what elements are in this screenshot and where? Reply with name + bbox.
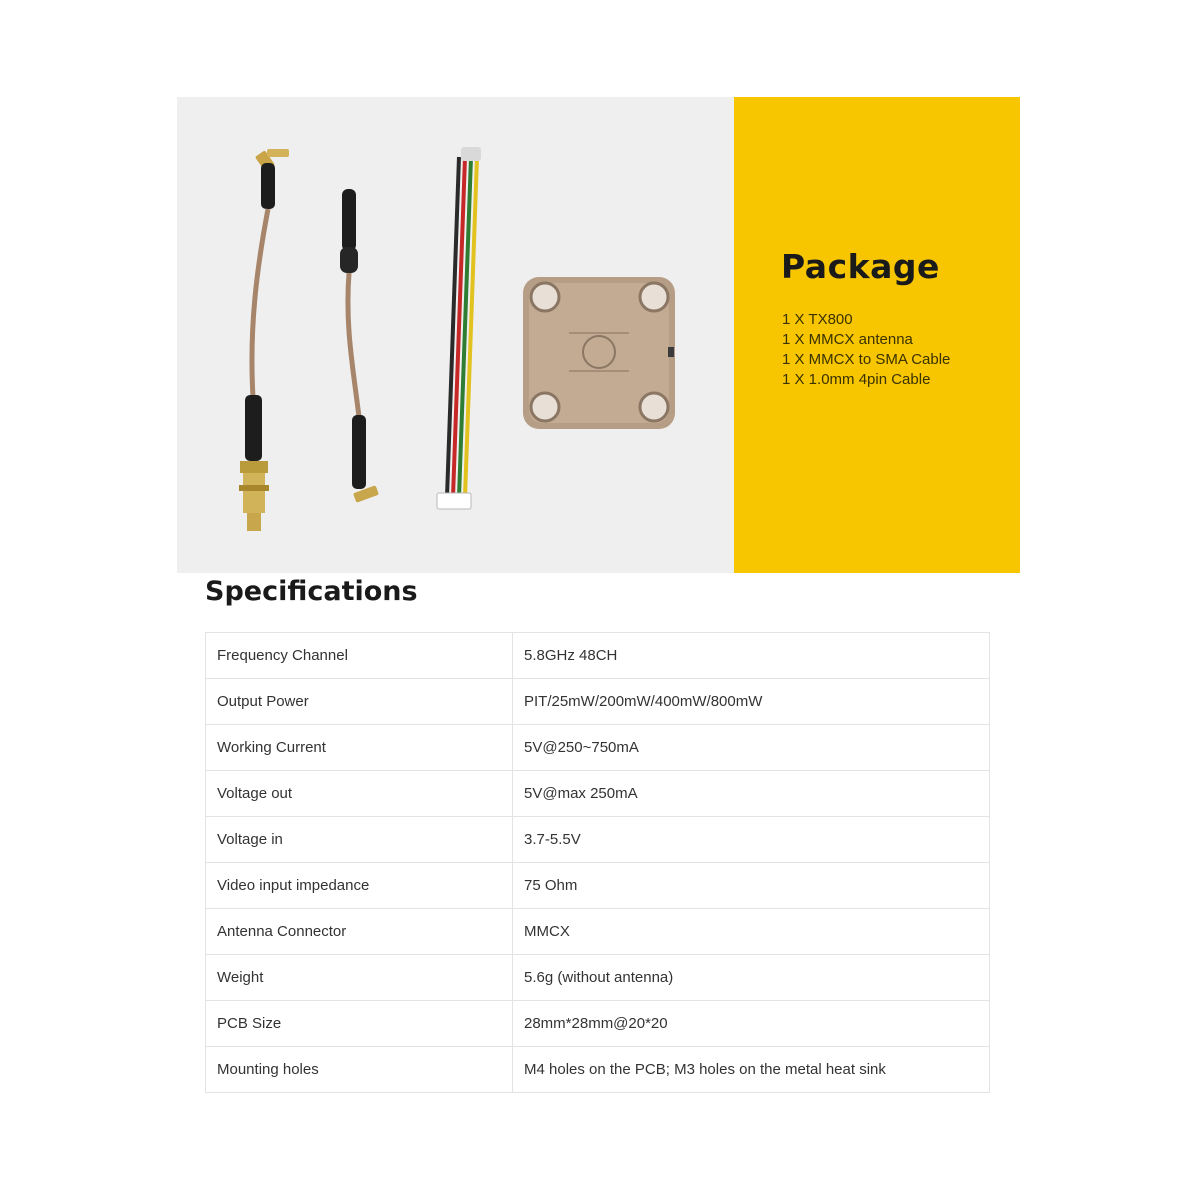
table-row [206,817,990,863]
spec-value: M4 holes on the PCB; M3 holes on the metal heat sink [513,1047,990,1093]
table-row [206,771,990,817]
specifications-title: Specifications [205,576,418,607]
spec-label: PCB Size [206,1001,513,1047]
spec-label: Voltage in [206,817,513,863]
4pin-cable-image [437,147,481,509]
mmcx-to-sma-cable-image [239,149,289,531]
spec-label: Output Power [206,679,513,725]
spec-label: Working Current [206,725,513,771]
table-row [206,1047,990,1093]
spec-label: Weight [206,955,513,1001]
table-row [206,679,990,725]
package-list [782,310,950,390]
spec-value: 28mm*28mm@20*20 [513,1001,990,1047]
spec-label: Frequency Channel [206,633,513,679]
table-row [206,909,990,955]
spec-label: Voltage out [206,771,513,817]
package-title: Package [781,247,940,286]
table-row [206,633,990,679]
table-row [206,955,990,1001]
spec-label: Video input impedance [206,863,513,909]
package-item: 1 X MMCX antenna [782,331,913,348]
spec-value: 75 Ohm [513,863,990,909]
package-item: 1 X 1.0mm 4pin Cable [782,371,931,388]
spec-value: 5V@max 250mA [513,771,990,817]
spec-label: Mounting holes [206,1047,513,1093]
product-photo [177,97,734,573]
table-row [206,863,990,909]
package-item: 1 X MMCX to SMA Cable [782,351,951,368]
spec-label: Antenna Connector [206,909,513,955]
spec-value: 5.8GHz 48CH [513,633,990,679]
package-panel [734,97,1020,573]
spec-value: 3.7-5.5V [513,817,990,863]
spec-value: MMCX [513,909,990,955]
spec-value: PIT/25mW/200mW/400mW/800mW [513,679,990,725]
tx800-board-image [523,277,675,429]
mmcx-antenna-image [340,189,379,503]
spec-value: 5.6g (without antenna) [513,955,990,1001]
package-item: 1 X TX800 [782,311,853,328]
specifications-table [205,632,990,1093]
table-row [206,725,990,771]
spec-value: 5V@250~750mA [513,725,990,771]
table-row [206,1001,990,1047]
